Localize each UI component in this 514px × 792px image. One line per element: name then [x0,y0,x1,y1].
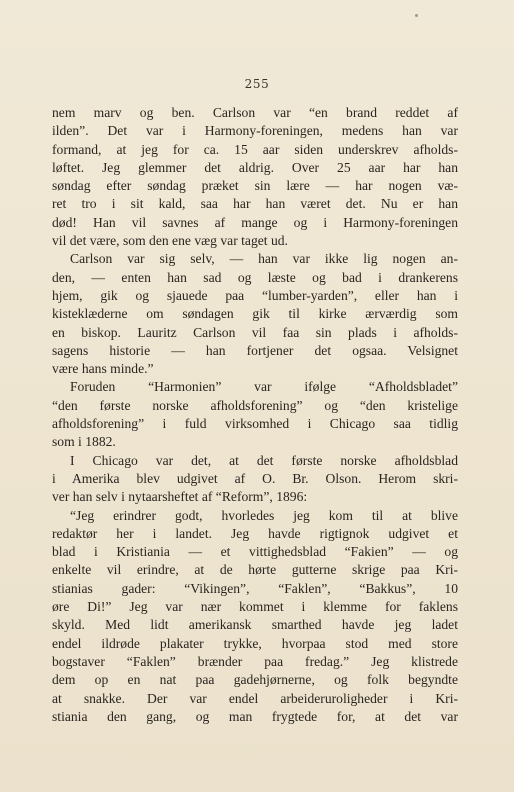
text-line: enkelte vil erindre, at de hørte gutterne skrige paa Kri- [52,562,458,578]
text-line: “Jeg erindrer godt, hvorledes jeg kom til at blive [70,507,458,523]
text-line: nem marv og ben. Carlson var “en brand reddet af [52,105,458,120]
text-line: Carlson var sig selv, — han var ikke lig nogen an- [70,251,458,267]
text-line: søndag efter søndag præket sin lære — har nogen væ- [52,178,458,194]
text-line: ilden”. Det var i Harmony-foreningen, medens han var [52,123,458,139]
text-line: dem op en nat paa gadehjørnerne, og folk begyndte [52,672,458,688]
text-line: “den første norske afholdsforening” og “den kristelige [52,397,458,413]
text-line: stianias gader: “Vikingen”, “Faklen”, “Bakkus”, 10 [52,580,458,596]
text-line: ret tro i sit kald, saa har han været det. Nu er han [52,196,458,212]
text-line: endel ildrøde plakater trykke, hvorpaa stod med store [52,635,458,651]
text-line: hjem, gik og sjauede paa “lumber-yarden”, eller han i [52,287,458,303]
text-line: at snakke. Der var endel arbeideruroligheder i Kri- [52,690,458,706]
text-line: være hans minde.” [52,361,154,377]
text-line: ver han selv i nytaarsheftet af “Reform”, 1896: [52,489,308,505]
page-number: 255 [244,77,270,91]
text-line: stiania den gang, og man frygtede for, at det var [52,708,458,724]
paper-speck [415,14,418,17]
text-line: som i 1882. [52,434,116,450]
text-line: død! Han vil savnes af mange og i Harmony-foreningen [52,214,458,230]
text-line: den, — enten han sad og læste og bad i drankerens [52,269,458,285]
text-line: I Chicago var det, at det første norske afholdsblad [70,452,458,468]
text-line: blad i Kristiania — et vittighedsblad “Fakien” — og [52,544,458,560]
text-line: i Amerika blev udgivet af O. Br. Olson. Herom skri- [52,470,458,486]
text-line: Foruden “Harmonien” var ifølge “Afholdsbladet” [70,379,458,395]
text-line: øre Di!” Jeg var nær kommet i klemme for faklens [52,599,458,615]
text-line: redaktør her i landet. Jeg havde rigtignok udgivet et [52,525,458,541]
text-line: kisteklæderne om søndagen gik til kirke ærværdig som [52,306,458,322]
text-line: skyld. Med lidt amerikansk smarthed havde jeg ladet [52,617,458,633]
text-line: en biskop. Lauritz Carlson vil faa sin plads i afholds- [52,324,458,340]
text-line: løftet. Jeg glemmer det aldrig. Over 25 aar har han [52,159,458,175]
body-text [52,104,458,726]
text-line: formand, at jeg for ca. 15 aar siden underskrev afholds- [52,141,458,157]
text-line: afholdsforening” i fuld virksomhed i Chicago saa tidlig [52,416,458,432]
text-line: vil det være, som den ene væg var taget ud. [52,233,288,249]
text-line: bogstaver “Faklen” brænder paa fredag.” Jeg klistrede [52,653,458,669]
text-line: sagens historie — han fortjener det ogsaa. Velsignet [52,342,458,358]
